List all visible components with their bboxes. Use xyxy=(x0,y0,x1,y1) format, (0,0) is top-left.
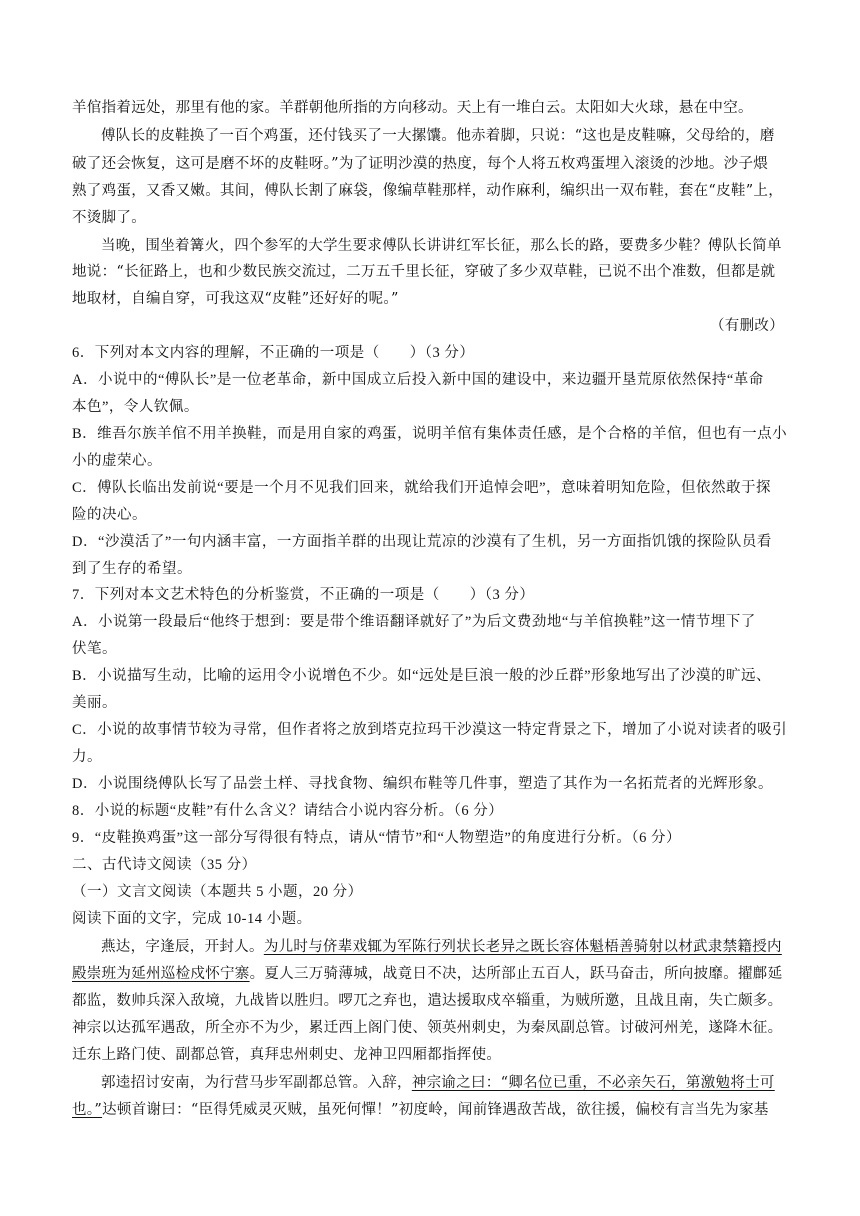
option-line: B．小说描写生动，比喻的运用令小说增色不少。如“远处是巨浪一般的沙丘群”形象地写出了沙漠的旷远、 xyxy=(72,668,772,684)
option-line: 险的决心。 xyxy=(72,507,147,523)
text-segment: 达顿首谢曰：“臣得凭威灵灭贼，虽死何憚！”初度岭，闻前锋遇敌苦战，欲往援，偏校有言当先为家基 xyxy=(102,1102,769,1118)
option-line: 力。 xyxy=(72,749,102,765)
option-line: D．小说围绕傅队长写了品尝土样、寻找食物、编织布鞋等几件事，塑造了其作为一名拓荒者的光辉形象。 xyxy=(72,776,773,792)
classical-line: 迁东上路门使、副都总管，真拜忠州刺史、龙神卫四厢都指挥使。 xyxy=(72,1047,502,1063)
text-segment: 。夏人三万骑薄城，战竟日不决，达所部止五百人，跃马奋击，所向披靡。擢鄜延 xyxy=(249,966,783,982)
story-line: 地取材，自编自穿，可我这双“皮鞋”还好好的呢。” xyxy=(72,291,399,307)
underlined-sentence: 也。” xyxy=(72,1102,103,1118)
question-6: 6．下列对本文内容的理解，不正确的一项是（ ）（3 分） xyxy=(72,345,475,361)
story-line: 不烫脚了。 xyxy=(72,210,146,226)
option-line: 到了生存的希望。 xyxy=(72,561,192,577)
option-line: B．维吾尔族羊倌不用羊换鞋，而是用自家的鸡蛋，说明羊倌有集体责任感，是个合格的羊倌，但也有一点小 xyxy=(72,426,788,442)
text-segment: 燕达，字逢辰，开封人。 xyxy=(101,939,264,955)
reading-instruction: 阅读下面的文字，完成 10-14 小题。 xyxy=(72,911,312,927)
text-segment: 郭逵招讨安南，为行营马步军副都总管。入辞， xyxy=(101,1075,412,1091)
option-line: 本色”，令人钦佩。 xyxy=(72,399,199,415)
question-8: 8．小说的标题“皮鞋”有什么含义？请结合小说内容分析。（6 分） xyxy=(72,803,504,819)
story-line: 傅队长的皮鞋换了一百个鸡蛋，还付钱买了一大摞馕。他赤着脚，只说：“这也是皮鞋嘛，父母给的，磨 xyxy=(101,128,775,144)
underlined-sentence: 殿崇班为延州巡检戍怀宁寨 xyxy=(72,966,250,982)
story-line: 地说：“长征路上，也和少数民族交流过，二万五千里长征，穿破了多少双草鞋，已说不出个准数，但都是就 xyxy=(72,264,776,280)
underlined-sentence: 神宗谕之曰：“卿名位已重，不必亲矢石，第激勉将士可 xyxy=(411,1075,775,1091)
classical-line xyxy=(101,1073,775,1093)
question-7: 7．下列对本文艺术特色的分析鉴赏，不正确的一项是（ ）（3 分） xyxy=(72,587,535,603)
source-note: （有删改） xyxy=(710,318,784,334)
classical-line xyxy=(72,1100,769,1120)
option-line: A．小说第一段最后“他终于想到：要是带个维语翻译就好了”为后文费劲地“与羊倌换鞋”这一情节埋下了 xyxy=(72,614,756,630)
classical-line: 神宗以达孤军遇敌，所全亦不为少，累迁西上阁门使、领英州刺史，为秦凤副总管。讨破河州羌，遂降木征。 xyxy=(72,1020,783,1036)
section-heading: 二、古代诗文阅读（35 分） xyxy=(72,857,257,873)
option-line: 小的虚荣心。 xyxy=(72,453,162,469)
option-line: C．傅队长临出发前说“要是一个月不见我们回来，就给我们开追悼会吧”，意味着明知危险，但依然敢于探 xyxy=(72,480,772,496)
subsection-heading: （一）文言文阅读（本题共 5 小题，20 分） xyxy=(72,884,363,900)
story-line: 破了还会恢复，这可是磨不坏的皮鞋呀。”为了证明沙漠的热度，每个人将五枚鸡蛋埋入滚烫的沙地。沙子煨 xyxy=(72,156,769,172)
option-line: A．小说中的“傅队长”是一位老革命，新中国成立后投入新中国的建设中，来边疆开垦荒原依然保持“革命 xyxy=(72,372,764,388)
story-line: 熟了鸡蛋，又香又嫩。其间，傅队长割了麻袋，像编草鞋那样，动作麻利，编织出一双布鞋，套在“皮鞋”上， xyxy=(72,183,784,199)
story-line: 当晚，围坐着篝火，四个参军的大学生要求傅队长讲讲红军长征，那么长的路，要费多少鞋？傅队长简单 xyxy=(101,238,782,254)
underlined-sentence: 为儿时与侪辈戏辄为军陈行列状长老异之既长容体魁梧善骑射以材武隶禁籍授内 xyxy=(263,939,782,955)
option-line: 美丽。 xyxy=(72,695,117,711)
story-line: 羊倌指着远处，那里有他的家。羊群朝他所指的方向移动。天上有一堆白云。太阳如大火球，悬在中空。 xyxy=(72,100,753,116)
classical-line xyxy=(101,937,782,957)
option-line: 伏笔。 xyxy=(72,641,117,657)
classical-line xyxy=(72,964,782,984)
classical-line: 都监，数帅兵深入敌境，九战皆以胜归。啰兀之弃也，遣达援取戍卒辎重，为贼所邀，且战且南，失亡颇多。 xyxy=(72,993,783,1009)
question-9: 9．“皮鞋换鸡蛋”这一部分写得很有特点，请从“情节”和“人物塑造”的角度进行分析。（6 分） xyxy=(72,830,681,846)
option-line: D．“沙漠活了”一句内涵丰富，一方面指羊群的出现让荒凉的沙漠有了生机，另一方面指饥饿的探险队员看 xyxy=(72,534,772,550)
option-line: C．小说的故事情节较为寻常，但作者将之放到塔克拉玛干沙漠这一特定背景之下，增加了小说对读者的吸引 xyxy=(72,722,788,738)
